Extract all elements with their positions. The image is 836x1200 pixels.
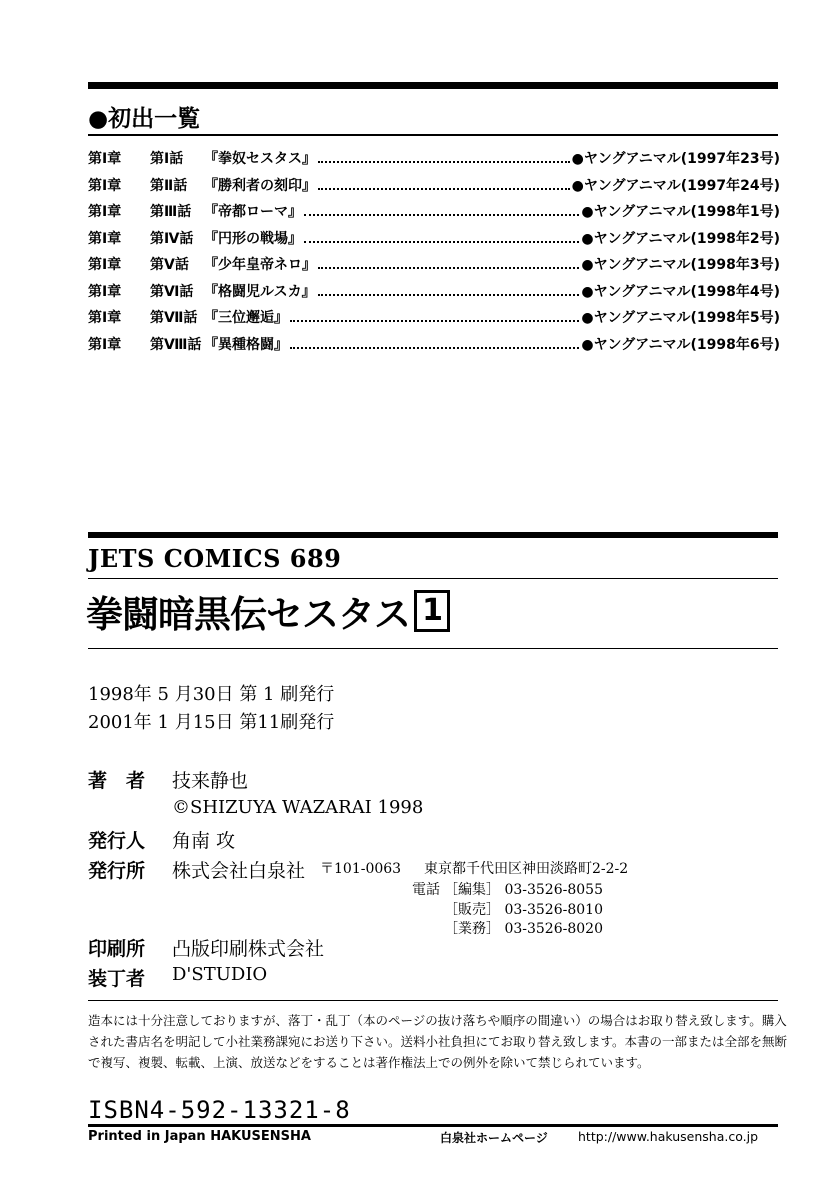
episode-label: 第Ⅷ話 — [150, 336, 202, 353]
phone-sales: ［販売］ 03-3526-8010 — [444, 902, 603, 918]
source-magazine: ●ヤングアニマル(1998年3号) — [581, 257, 780, 273]
leader-dots — [318, 153, 570, 163]
phone-business: ［業務］ 03-3526-8020 — [444, 921, 603, 937]
first-appearance-row — [88, 253, 780, 275]
printer-label: 印刷所 — [88, 938, 146, 960]
author-label: 著 者 — [88, 770, 146, 792]
first-appearance-row — [88, 280, 780, 302]
episode-label: 第Ⅴ話 — [150, 257, 189, 273]
phone-label: 電話 — [412, 882, 440, 898]
notice-text: 造本には十分注意しておりますが、落丁・乱丁（本のページの抜け落ちや順序の間違い）の場合はお取り替え致します。購入された書店名を明記して小社業務課宛にお送り下さい。送料小社負担にてお取り替え致します。本書の一部または全部を無断で複写、複製、転載、上演、放送などをすることは著作権法上での例外を除いて禁じられています。 — [88, 1013, 788, 1070]
first-appearance-row — [88, 306, 780, 328]
chapter-label: 第Ⅰ章 — [88, 151, 122, 167]
episode-title: 『少年皇帝ネロ』 — [204, 257, 316, 273]
designer-name: D'STUDIO — [172, 964, 268, 985]
volume-badge: 1 — [414, 590, 450, 632]
first-appearance-row — [88, 147, 780, 169]
heading-rule — [88, 134, 778, 136]
edition-line-1: 1998年 5 月30日 第 1 刷発行 — [88, 684, 335, 705]
book-title — [86, 588, 450, 634]
leader-dots — [318, 286, 580, 296]
title-rule — [88, 648, 778, 649]
first-appearance-row — [88, 200, 780, 222]
designer-label: 装丁者 — [88, 968, 146, 990]
source-magazine: ●ヤングアニマル(1997年24号) — [571, 177, 780, 194]
homepage-label: 白泉社ホームページ — [440, 1131, 548, 1145]
isbn-rule — [88, 1124, 778, 1127]
edition-line-2: 2001年 1 月15日 第11刷発行 — [88, 712, 335, 733]
notice-rule — [88, 1000, 778, 1001]
chapter-label: 第Ⅰ章 — [88, 310, 122, 326]
chapter-label: 第Ⅰ章 — [88, 177, 122, 194]
leader-dots — [318, 259, 579, 269]
leader-dots — [304, 233, 579, 243]
leader-dots — [290, 312, 579, 322]
issuer-name: 角南 攻 — [172, 830, 236, 852]
issuer-label: 発行人 — [88, 830, 146, 852]
printed-in: Printed in Japan HAKUSENSHA — [88, 1129, 311, 1144]
first-appearance-row — [88, 227, 780, 249]
publisher-name: 株式会社白泉社 — [172, 860, 306, 882]
episode-title: 『帝都ローマ』 — [204, 204, 302, 220]
episode-title: 『異種格闘』 — [204, 336, 288, 353]
postal-code: 〒101-0063 — [320, 861, 402, 877]
source-magazine: ●ヤングアニマル(1998年6号) — [581, 336, 780, 353]
chapter-label: 第Ⅰ章 — [88, 336, 122, 353]
leader-dots — [318, 180, 570, 190]
first-appearance-row — [88, 333, 780, 355]
phone-editorial: ［編集］ 03-3526-8055 — [444, 882, 603, 898]
publisher-label: 発行所 — [88, 860, 146, 882]
source-magazine: ●ヤングアニマル(1998年1号) — [581, 204, 780, 220]
chapter-label: 第Ⅰ章 — [88, 257, 122, 273]
series-rule — [88, 578, 778, 579]
episode-title: 『円形の戦場』 — [204, 230, 302, 247]
source-magazine: ●ヤングアニマル(1997年23号) — [571, 151, 780, 167]
top-rule — [88, 82, 778, 89]
copyright: ©SHIZUYA WAZARAI 1998 — [172, 797, 424, 818]
episode-label: 第Ⅵ話 — [150, 283, 194, 300]
source-magazine: ●ヤングアニマル(1998年5号) — [581, 310, 780, 326]
episode-label: 第Ⅶ話 — [150, 310, 198, 326]
episode-title: 『勝利者の刻印』 — [204, 177, 316, 194]
source-magazine: ●ヤングアニマル(1998年4号) — [581, 283, 780, 300]
leader-dots — [304, 206, 579, 216]
series-label: JETS COMICS 689 — [88, 544, 342, 573]
author-name: 技来静也 — [172, 770, 249, 792]
printer-name: 凸版印刷株式会社 — [172, 938, 325, 960]
first-appearance-row — [88, 174, 780, 196]
chapter-label: 第Ⅰ章 — [88, 204, 122, 220]
episode-title: 『三位邂逅』 — [204, 310, 288, 326]
episode-label: 第Ⅱ話 — [150, 177, 188, 194]
episode-label: 第Ⅲ話 — [150, 204, 192, 220]
episode-label: 第Ⅰ話 — [150, 151, 184, 167]
episode-title: 『格闘児ルスカ』 — [204, 283, 316, 300]
first-appearance-heading: ●初出一覧 — [88, 106, 201, 132]
homepage-url[interactable]: http://www.hakusensha.co.jp — [578, 1129, 759, 1144]
episode-label: 第Ⅳ話 — [150, 230, 194, 247]
source-magazine: ●ヤングアニマル(1998年2号) — [581, 230, 780, 247]
chapter-label: 第Ⅰ章 — [88, 230, 122, 247]
episode-title: 『拳奴セスタス』 — [204, 151, 316, 167]
chapter-label: 第Ⅰ章 — [88, 283, 122, 300]
colophon-top-rule — [88, 532, 778, 538]
publisher-address: 東京都千代田区神田淡路町2-2-2 — [424, 861, 629, 877]
leader-dots — [290, 339, 579, 349]
book-title-text: 拳闘暗黒伝セスタス — [86, 593, 410, 636]
isbn: ISBN4-592-13321-8 — [88, 1096, 351, 1124]
